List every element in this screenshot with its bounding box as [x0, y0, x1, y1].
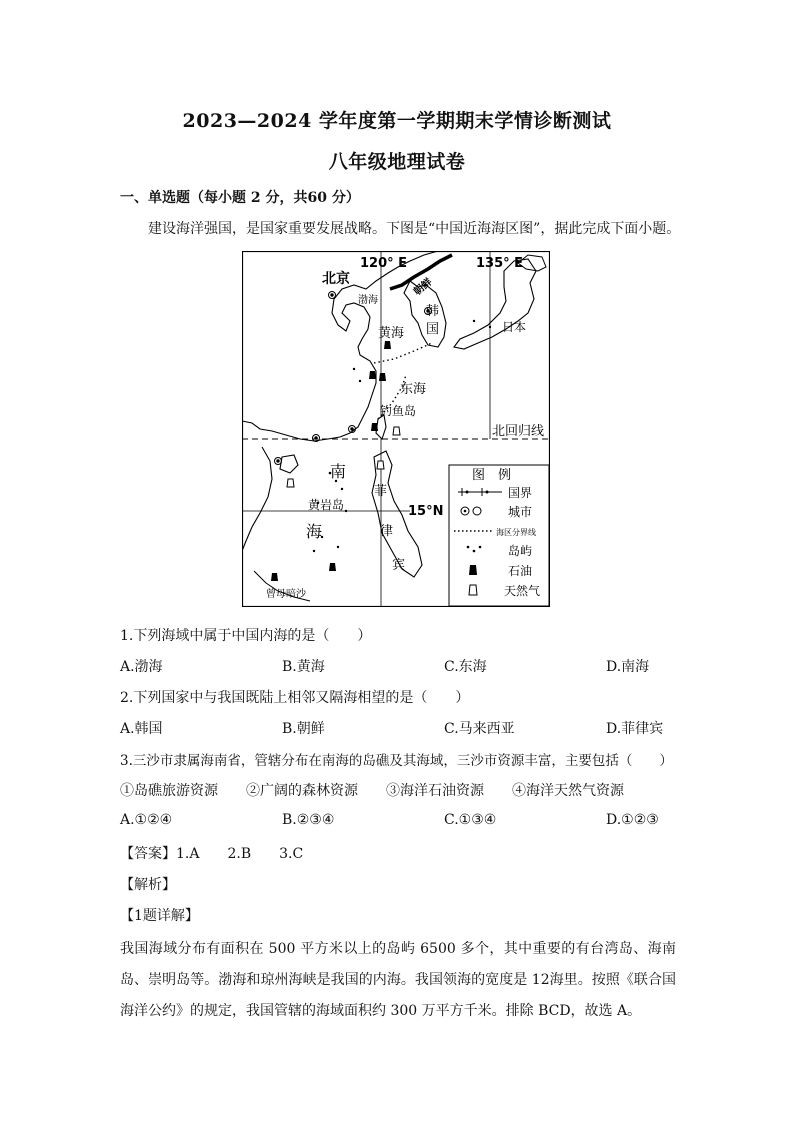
legend-city: 城市 — [508, 505, 533, 519]
legend-boundary: 海区分界线 — [496, 528, 536, 537]
analysis-heading: 【解析】 — [120, 877, 176, 893]
q3-items: ①岛礁旅游资源 ②广阔的森林资源 ③海洋石油资源 ④海洋天然气资源 — [120, 783, 624, 799]
donghai-label: 东海 — [400, 382, 427, 397]
q3-option-b[interactable]: B.②③④ — [282, 812, 335, 828]
beijing-label: 北京 — [322, 271, 350, 287]
exam-subtitle: 八年级地理试卷 — [328, 151, 466, 173]
q2-option-c[interactable]: C.马来西亚 — [444, 721, 515, 737]
detail-text: 我国海域分布有面积在 500 平方米以上的岛屿 6500 多个，其中重要的有台湾岛、海南岛、崇明岛等。渤海和琼州海峡是我国的内海。我国领海的宽度是 12海里。按照《联合国海洋公约》的规定，我国管辖的海域面积约 300 万平方千米。排除 BCD，故选 A。 — [120, 941, 676, 1019]
legend-border: 国界 — [508, 486, 533, 500]
diaoyudao-label: 钓鱼岛 — [380, 404, 417, 418]
q2-option-b[interactable]: B.朝鲜 — [282, 721, 325, 737]
chaoxian-label: 朝鲜 — [412, 276, 435, 298]
fei-label: 菲 — [374, 484, 388, 499]
lon-135e-label: 135° E — [476, 256, 524, 271]
answer-line: 【答案】1.A 2.B 3.C — [120, 846, 304, 862]
legend-title: 图 例 — [472, 468, 512, 483]
q2-option-a[interactable]: A.韩国 — [120, 721, 163, 737]
q3-option-a[interactable]: A.①②④ — [120, 812, 173, 828]
legend-oil: 石油 — [508, 564, 533, 578]
bohai-label: 渤海 — [358, 295, 378, 306]
q1-option-d[interactable]: D.南海 — [606, 659, 650, 675]
detail-heading: 【1题详解】 — [120, 908, 199, 924]
section-heading: 一、单选题（每小题 2 分，共60 分） — [120, 190, 360, 206]
bin-label: 宾 — [392, 558, 406, 573]
huanghai-label: 黄海 — [378, 326, 405, 341]
legend-island: 岛屿 — [508, 544, 533, 558]
q1-stem: 1.下列海域中属于中国内海的是（ ） — [120, 628, 372, 644]
huangyandao-label: 黄岩岛 — [308, 498, 345, 512]
legend-gas: 天然气 — [504, 584, 541, 598]
hanguo-label-1: 韩 — [426, 304, 440, 319]
lat-15n-label: 15°N — [408, 504, 444, 519]
question-intro: 建设海洋强国，是国家重要发展战略。下图是“中国近海海区图”，据此完成下面小题。 — [148, 221, 681, 237]
q3-option-d[interactable]: D.①②③ — [606, 812, 659, 828]
china-sea-map — [242, 251, 550, 607]
q1-option-b[interactable]: B.黄海 — [282, 659, 325, 675]
q3-option-c[interactable]: C.①③④ — [444, 812, 497, 828]
tropic-label: 北回归线 — [492, 424, 545, 439]
lv-label: 律 — [380, 524, 394, 539]
lon-120e-label: 120° E — [360, 256, 408, 271]
hanguo-label-2: 国 — [426, 322, 440, 337]
q3-stem: 3.三沙市隶属海南省，管辖分布在南海的岛礁及其海域，三沙市资源丰富，主要包括（ ） — [120, 753, 673, 769]
japan-label: 日本 — [502, 320, 527, 334]
exam-title: 2023—2024 学年度第一学期期末学情诊断测试 — [182, 110, 612, 132]
q1-option-c[interactable]: C.东海 — [444, 659, 487, 675]
q1-option-a[interactable]: A.渤海 — [120, 659, 163, 675]
nan-label: 南 — [330, 462, 347, 481]
q2-option-d[interactable]: D.菲律宾 — [606, 721, 664, 737]
zengmu-label: 曾母暗沙 — [266, 589, 306, 600]
q2-stem: 2.下列国家中与我国既陆上相邻又隔海相望的是（ ） — [120, 690, 470, 706]
hai-label: 海 — [306, 522, 323, 541]
